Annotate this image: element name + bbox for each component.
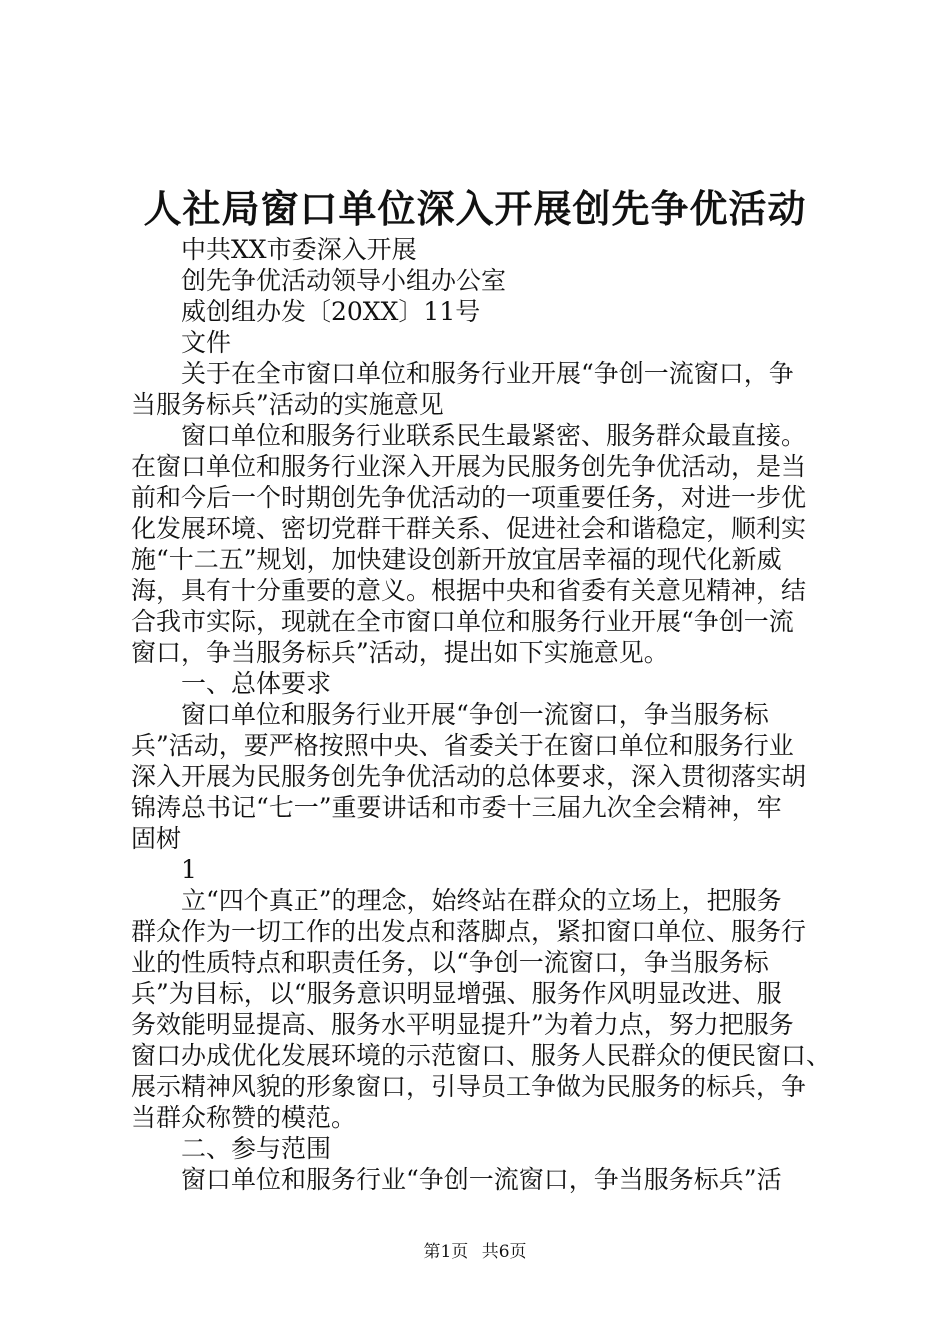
- text-line: 一、总体要求: [181, 669, 332, 698]
- document-body: [131, 234, 831, 1195]
- text-line: 当服务标兵”活动的实施意见: [131, 390, 444, 419]
- text-line: 关于在全市窗口单位和服务行业开展“争创一流窗口，争: [181, 359, 794, 388]
- text-line: 业的性质特点和职责任务，以“争创一流窗口，争当服务标: [131, 948, 769, 977]
- text-line: 创先争优活动领导小组办公室: [181, 266, 507, 295]
- text-line: 立“四个真正”的理念，始终站在群众的立场上，把服务: [181, 886, 782, 915]
- text-line: 群众作为一切工作的出发点和落脚点，紧扣窗口单位、服务行: [131, 917, 807, 946]
- page-total: 共6页: [481, 1242, 527, 1262]
- text-line: 前和今后一个时期创先争优活动的一项重要任务，对进一步优: [131, 483, 807, 512]
- text-line: 中共XX市委深入开展: [181, 235, 417, 264]
- text-line: 文件: [181, 328, 232, 357]
- text-line: 施“十二五”规划，加快建设创新开放宜居幸福的现代化新威: [131, 545, 782, 574]
- text-line: 化发展环境、密切党群干群关系、促进社会和谐稳定，顺利实: [131, 514, 807, 543]
- page-number: 第1页: [423, 1242, 469, 1262]
- text-line: 窗口单位和服务行业开展“争创一流窗口，争当服务标: [181, 700, 769, 729]
- text-line: 锦涛总书记“七一”重要讲话和市委十三届九次全会精神，牢: [131, 793, 782, 822]
- text-line: 威创组办发〔20XX〕11号: [181, 297, 481, 326]
- text-line: 窗口单位和服务行业“争创一流窗口，争当服务标兵”活: [181, 1165, 782, 1194]
- text-line: 合我市实际，现就在全市窗口单位和服务行业开展“争创一流: [131, 607, 794, 636]
- text-line: 兵”活动，要严格按照中央、省委关于在窗口单位和服务行业: [131, 731, 794, 760]
- text-line: 窗口单位和服务行业联系民生最紧密、服务群众最直接。: [181, 421, 807, 450]
- page-footer: [0, 1240, 950, 1264]
- text-line: 海，具有十分重要的意义。根据中央和省委有关意见精神，结: [131, 576, 807, 605]
- document-title: 人社局窗口单位深入开展创先争优活动: [143, 186, 807, 231]
- text-line: 二、参与范围: [181, 1134, 332, 1163]
- text-line: 窗口办成优化发展环境的示范窗口、服务人民群众的便民窗口、: [131, 1041, 832, 1070]
- text-line: 1: [181, 855, 197, 884]
- text-line: 固树: [131, 824, 182, 853]
- text-line: 当群众称赞的模范。: [131, 1103, 357, 1132]
- text-line: 深入开展为民服务创先争优活动的总体要求，深入贯彻落实胡: [131, 762, 807, 791]
- text-line: 展示精神风貌的形象窗口，引导员工争做为民服务的标兵，争: [131, 1072, 807, 1101]
- text-line: 在窗口单位和服务行业深入开展为民服务创先争优活动，是当: [131, 452, 807, 481]
- text-line: 务效能明显提高、服务水平明显提升”为着力点，努力把服务: [131, 1010, 794, 1039]
- text-line: 兵”为目标，以“服务意识明显增强、服务作风明显改进、服: [131, 979, 782, 1008]
- text-line: 窗口，争当服务标兵”活动，提出如下实施意见。: [131, 638, 669, 667]
